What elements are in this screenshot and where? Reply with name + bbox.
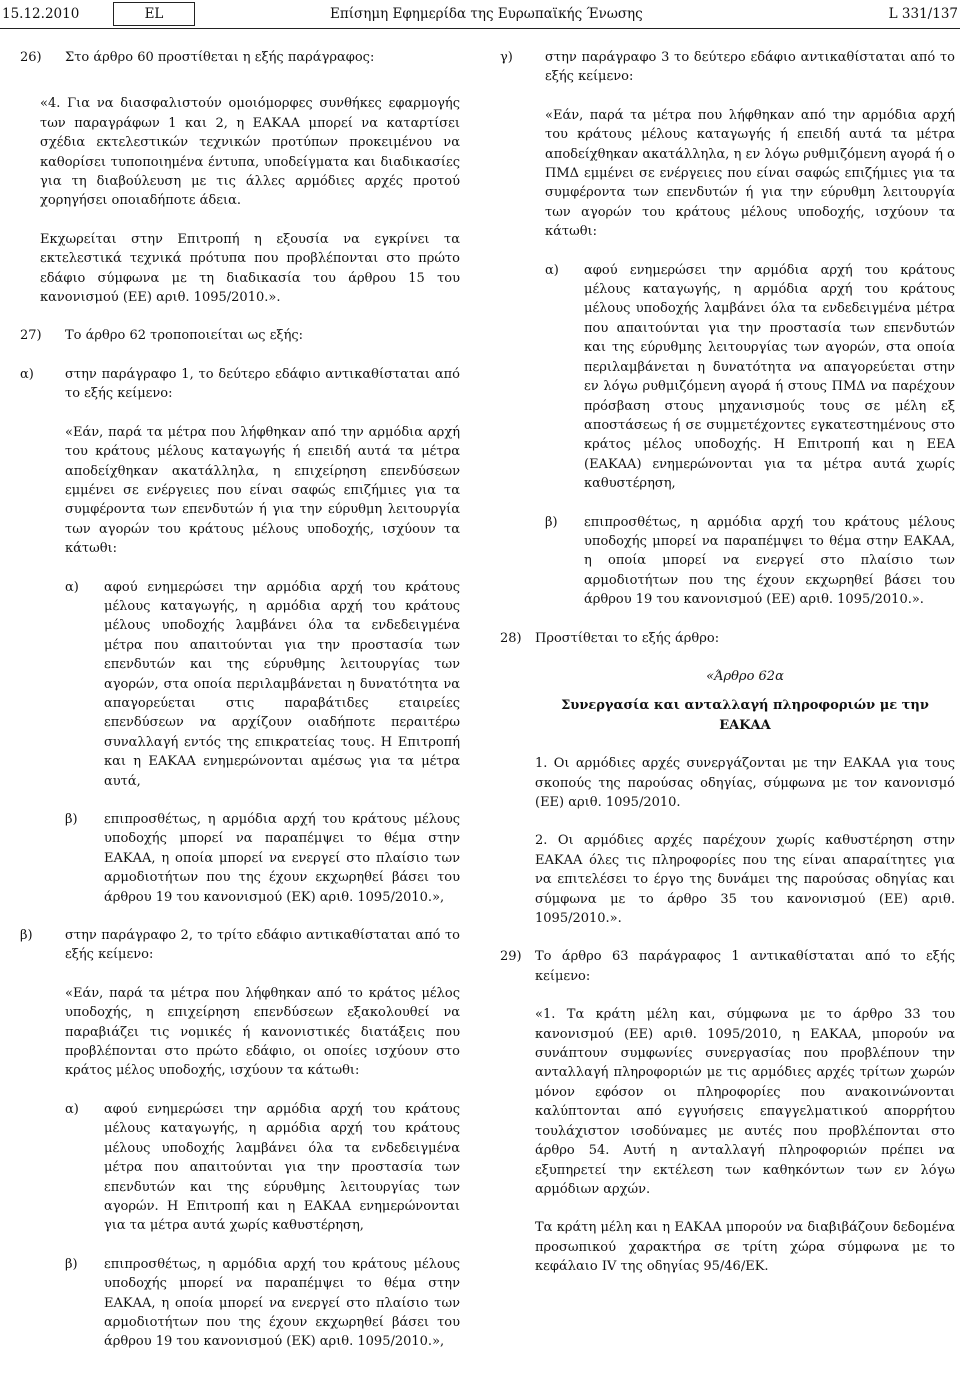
nested-item	[545, 261, 955, 494]
language-badge: EL	[113, 2, 195, 26]
nested-label: α)	[65, 1101, 79, 1117]
nested-text: επιπροσθέτως, η αρμόδια αρχή του κράτους μέλους υποδοχής μπορεί να παραπέμψει το θέμα στην ΕΑΚΑΑ, η οποία μπορεί να ενεργεί στο πλαίσιο των αρμοδιοτήτων που της έχουν εκχωρηθεί βάσει του άρθρου 19 του κανονισμού (ΕΕ) αριθ. 1095/2010.».	[584, 514, 955, 608]
article-heading: Συνεργασία και ανταλλαγή πληροφοριών με την ΕΑΚΑΑ	[561, 698, 929, 733]
subitem-label: α)	[20, 366, 34, 382]
item-29	[500, 947, 955, 986]
article-number: «Άρθρο 62α	[706, 668, 784, 684]
nested-item	[545, 513, 955, 610]
subitem-text: στην παράγραφο 1, το δεύτερο εδάφιο αντικαθίσταται από το εξής κείμενο:	[65, 366, 460, 402]
nested-text: αφού ενημερώσει την αρμόδια αρχή του κράτους μέλους καταγωγής, η αρμόδια αρχή του κράτους μέλους υποδοχής λαμβάνει όλα τα ενδεδειγμένα μέτρα που απαιτούνται για την προστασία των επενδυτών και της εύρυθμης λειτουργίας των αγορών, στα οποία περιλαμβάνεται η δυνατότητα να απαγορεύεται στην εν λόγω ρυθμιζόμενη αγορά ή στους ΠΜΔ να παρέχουν πρόσβαση στους μηχανισμούς τους σε μέλη εξ αποστάσεως ή σε συμμετέχοντες εγκατεστημένους στο κράτος μέλος υποδοχής. Η Επιτροπή και η ΕΕΑ (ΕΑΚΑΑ) ενημερώνονται για τα μέτρα αυτά χωρίς καθυστέρηση,	[584, 262, 955, 492]
quoted-paragraph: Τα κράτη μέλη και η ΕΑΚΑΑ μπορούν να διαβιβάζουν δεδομένα προσωπικού χαρακτήρα σε τρίτη χώρα σύμφωνα με το κεφάλαιο IV της οδηγίας 95/46/ΕΚ.	[535, 1220, 955, 1275]
nested-text: αφού ενημερώσει την αρμόδια αρχή του κράτους μέλους καταγωγής, η αρμόδια αρχή του κράτους μέλους υποδοχής λαμβάνει όλα τα ενδεδειγμένα μέτρα που απαιτούνται για την προστασία των επενδυτών και της εύρυθμης λειτουργίας των αγορών. Η Επιτροπή και η ΕΑΚΑΑ ενημερώνονται για τα μέτρα αυτά χωρίς καθυστέρηση,	[104, 1101, 460, 1234]
item-text: Προστίθεται το εξής άρθρο:	[535, 630, 720, 646]
publication-date: 15.12.2010	[2, 6, 80, 22]
subitem-text: στην παράγραφο 3 το δεύτερο εδάφιο αντικαθίσταται από το εξής κείμενο:	[545, 50, 955, 85]
item-26	[20, 48, 460, 67]
item-28	[500, 629, 955, 648]
quoted-paragraph: «Εάν, παρά τα μέτρα που λήφθηκαν από την αρμόδια αρχή του κράτους μέλους καταγωγής ή επειδή αυτά τα μέτρα αποδείχθηκαν ακατάλληλα, η επιχείρηση επενδύσεων εμμένει σε ενέργειες που είναι σαφώς επιζήμιες για τα συμφέροντα των επενδυτών ή για την εύρυθμη λειτουργία των αγορών του κράτους μέλους υποδοχής, ισχύουν τα κάτωθι:	[65, 424, 460, 557]
subitem-b	[20, 926, 460, 1352]
page-reference: L 331/137	[888, 6, 958, 22]
nested-item	[65, 578, 460, 791]
right-column	[500, 48, 955, 1277]
nested-item	[65, 810, 460, 907]
subitem-text: στην παράγραφο 2, το τρίτο εδάφιο αντικαθίσταται από το εξής κείμενο:	[65, 928, 460, 963]
subitem-a	[20, 365, 460, 907]
item-number: 29)	[500, 949, 522, 965]
item-number: 28)	[500, 630, 522, 646]
nested-text: επιπροσθέτως, η αρμόδια αρχή του κράτους μέλους υποδοχής μπορεί να παραπέμψει το θέμα στην ΕΑΚΑΑ, η οποία μπορεί να ενεργεί στο πλαίσιο των αρμοδιοτήτων που της έχουν εκχωρηθεί βάσει του άρθρου 19 του κανονισμού (ΕΚ) αριθ. 1095/2010.»,	[104, 812, 460, 905]
article-paragraph: 1. Οι αρμόδιες αρχές συνεργάζονται με την ΕΑΚΑΑ για τους σκοπούς της παρούσας οδηγίας, σύμφωνα με τον κανονισμό (ΕΕ) αριθ. 1095/2010.	[535, 756, 955, 810]
nested-label: α)	[65, 579, 79, 595]
nested-item	[65, 1100, 460, 1236]
article-paragraph: 2. Οι αρμόδιες αρχές παρέχουν χωρίς καθυστέρηση στην ΕΑΚΑΑ όλες τις πληροφορίες που της είναι απαραίτητες για να επιτελέσει το έργο της δυνάμει της παρούσας οδηγίας και σύμφωνα με το άρθρο 35 του κανονισμού (ΕΕ) αριθ. 1095/2010.».	[535, 833, 955, 927]
quoted-text-29	[535, 1005, 955, 1276]
quoted-paragraph: Εκχωρείται στην Επιτροπή η εξουσία να εγκρίνει τα εκτελεστικά τεχνικά πρότυπα που προβλέπονται στο πρώτο εδάφιο σύμφωνα με τη διαδικασία του άρθρου 15 του κανονισμού (ΕΕ) αριθ. 1095/2010.».	[40, 231, 460, 306]
journal-title: Επίσημη Εφημερίδα της Ευρωπαϊκής Ένωσης	[330, 6, 643, 22]
item-number: 26)	[20, 50, 42, 65]
journal-header	[0, 0, 960, 30]
quoted-paragraph: «1. Τα κράτη μέλη και, σύμφωνα με το άρθρο 33 του κανονισμού (ΕΕ) αριθ. 1095/2010, η ΕΑΚΑΑ, μπορούν να συνάπτουν συμφωνίες συνεργασίας που προβλέπουν την ανταλλαγή πληροφοριών με τις αρμόδιες αρχές τρίτων χωρών μόνον εφόσον οι πληροφορίες που ανακοινώνονται καλύπτονται από εγγυήσεις επαγγελματικού απορρήτου τουλάχιστον ισοδύναμες με αυτές που προβλέπονται στο άρθρο 54. Αυτή η ανταλλαγή πληροφοριών πρέπει να εξυπηρετεί την εκτέλεση των καθηκόντων των εν λόγω αρμόδιων αρχών.	[535, 1007, 955, 1197]
quoted-paragraph: «Εάν, παρά τα μέτρα που λήφθηκαν από το κράτος μέλος υποδοχής, η επιχείρηση επενδύσεων εξακολουθεί να παραβιάζει τις νομικές ή κανονιστικές διατάξεις που προβλέπονται στο πρώτο εδάφιο, οι οποίες ισχύουν στο κράτος μέλος υποδοχής, ισχύουν τα κάτωθι:	[65, 985, 460, 1079]
item-text: Το άρθρο 63 παράγραφος 1 αντικαθίσταται από το εξής κείμενο:	[535, 949, 955, 984]
nested-label: β)	[65, 812, 78, 827]
nested-text: επιπροσθέτως, η αρμόδια αρχή του κράτους μέλους υποδοχής μπορεί να παραπέμψει το θέμα στην ΕΑΚΑΑ, η οποία μπορεί να ενεργεί στο πλαίσιο των αρμοδιοτήτων που της έχουν εκχωρηθεί βάσει του άρθρου 19 του κανονισμού (ΕΚ) αριθ. 1095/2010.»,	[104, 1256, 460, 1350]
quoted-paragraph: «4. Για να διασφαλιστούν ομοιόμορφες συνθήκες εφαρμογής των παραγράφων 1 και 2, η ΕΑΚΑΑ μπορεί να καταρτίσει σχέδια εκτελεστικών τεχνικών προτύπων προκειμένου να καθορίσει τυποποιημένα έντυπα, υποδείγματα και διαδικασίες για τη διαβούλευση με τις άλλες αρμόδιες αρχές προτού χορηγήσει οποιαδήποτε άδεια.	[40, 96, 460, 209]
nested-item	[65, 1255, 460, 1352]
quoted-paragraph: «Εάν, παρά τα μέτρα που λήφθηκαν από την αρμόδια αρχή του κράτους μέλους καταγωγής ή επειδή αυτά τα μέτρα αποδείχθηκαν ακατάλληλα, η εν λόγω ρυθμιζόμενη αγορά ή ο ΠΜΔ εμμένει σε ενέργειες που είναι σαφώς επιζήμιες για τα συμφέροντα των επενδυτών ή για την εύρυθμη λειτουργία των αγορών του κράτους μέλους υποδοχής, ισχύουν τα κάτωθι:	[545, 107, 955, 240]
item-27	[20, 326, 460, 345]
subitem-label: γ)	[500, 50, 513, 65]
nested-text: αφού ενημερώσει την αρμόδια αρχή του κράτους μέλους καταγωγής, η αρμόδια αρχή του κράτους μέλους υποδοχής λαμβάνει όλα τα ενδεδειγμένα μέτρα που απαιτούνται για την προστασία των επενδυτών και της εύρυθμης λειτουργίας των αγορών, στα οποία περιλαμβάνεται η δυνατότητα να απαγορεύεται στις παραβάτιδες εταιρείες επενδύσεων να αρχίζουν οιαδήποτε περαιτέρω συναλλαγή εντός της επικρατείας τους. Η Επιτροπή και η ΕΑΚΑΑ ενημερώνονται αμέσως για τα μέτρα αυτά,	[104, 579, 460, 789]
item-text: Το άρθρο 62 τροποποιείται ως εξής:	[65, 328, 304, 344]
subitem-label: β)	[20, 928, 33, 944]
header-rule	[0, 28, 960, 29]
left-column	[20, 48, 460, 1352]
item-number: 27)	[20, 328, 42, 344]
nested-label: β)	[545, 514, 558, 530]
nested-label: α)	[545, 262, 559, 278]
new-article	[535, 667, 955, 928]
item-text: Στο άρθρο 60 προστίθεται η εξής παράγραφος:	[65, 50, 375, 65]
nested-label: β)	[65, 1256, 78, 1272]
subitem-g	[500, 48, 955, 610]
